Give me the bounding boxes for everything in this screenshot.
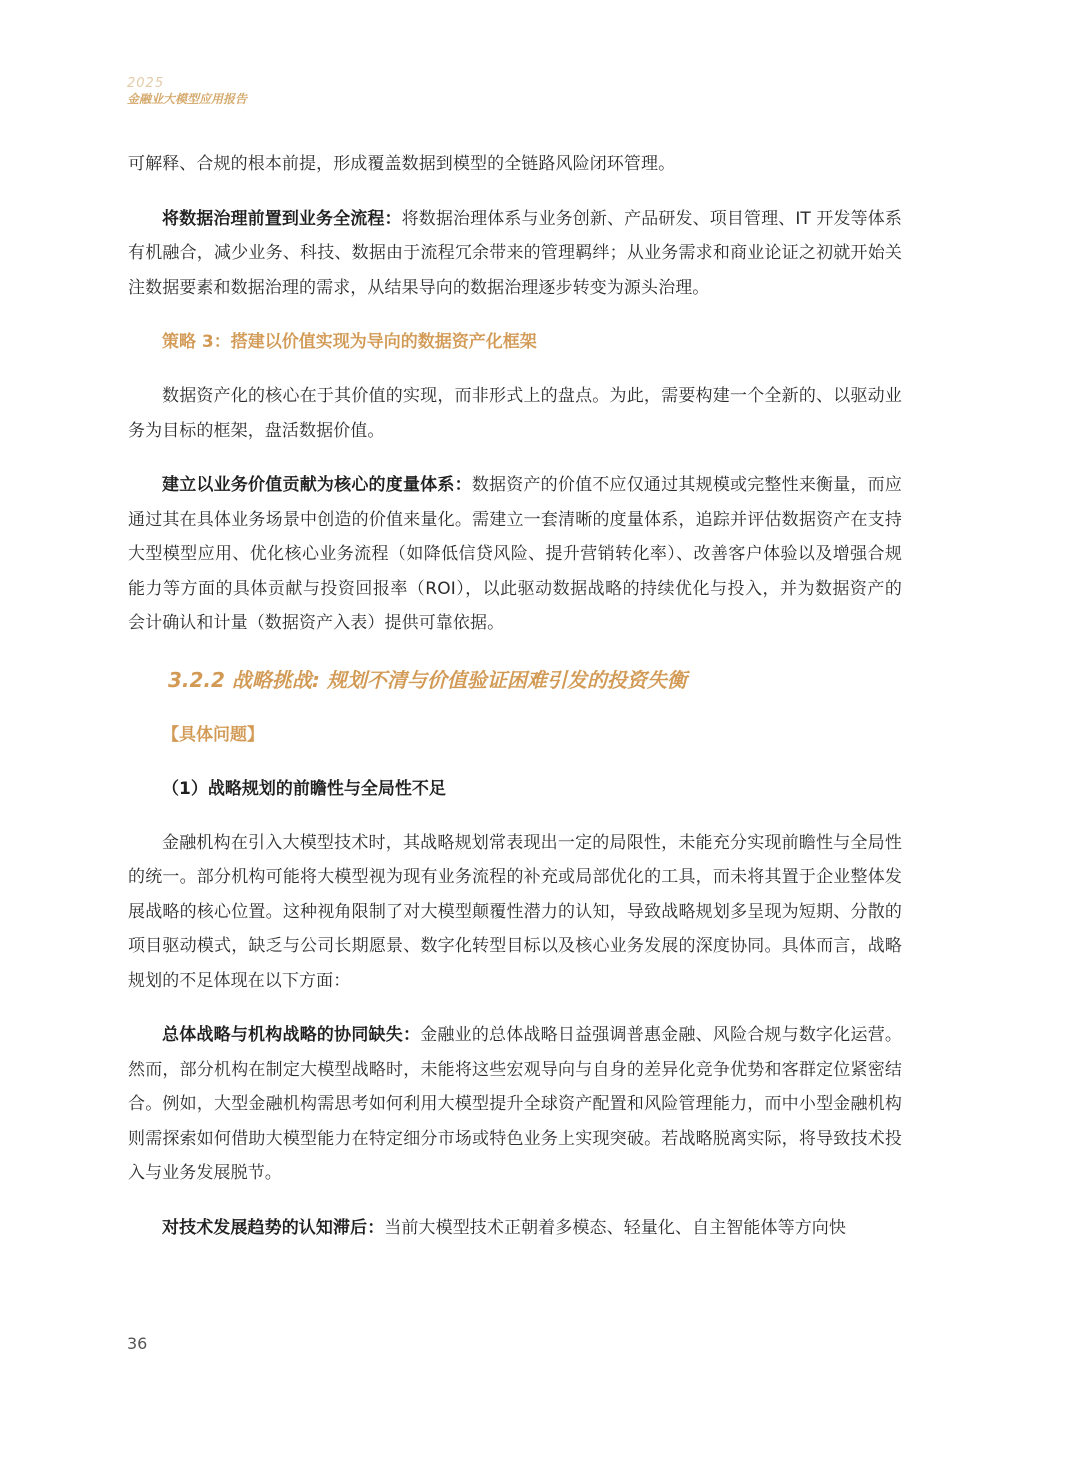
section-heading: 3.2.2 战略挑战: 规划不清与价值验证困难引发的投资失衡 xyxy=(168,667,687,692)
paragraph-7-text: 当前大模型技术正朝着多模态、轻量化、自主智能体等方向快 xyxy=(384,1217,847,1238)
paragraph-4-text: 数据资产的价值不应仅通过其规模或完整性来衡量，而应通过其在具体业务场景中创造的价值来量化。需建立一套清晰的度量体系，追踪并评估数据资产在支持大型模型应用、优化核心业务流程（如降低信贷风险、提升营销转化率）、改善客户体验以及增强合规能力等方面的具体贡献与投资回报率（ROI），以此驱动数据战略的持续优化与投入，并为数据资产的会计确认和计量（数据资产入表）提供可靠依据。 xyxy=(128,475,902,633)
subheading-1: （1）战略规划的前瞻性与全局性不足 xyxy=(162,778,446,799)
paragraph-2-lead: 将数据治理前置到业务全流程： xyxy=(162,208,402,229)
paragraph-2-text: 将数据治理体系与业务创新、产品研发、项目管理、IT 开发等体系有机融合，减少业务、科技、数据由于流程冗余带来的管理羁绊；从业务需求和商业论证之初就开始关注数据要素和数据治理的需求，从结果导向的数据治理逐步转变为源头治理。 xyxy=(128,208,902,298)
report-header xyxy=(127,76,247,107)
header-year: 2025 xyxy=(127,76,165,91)
paragraph-4-lead: 建立以业务价值贡献为核心的度量体系： xyxy=(162,475,472,495)
paragraph-7-lead: 对技术发展趋势的认知滞后： xyxy=(162,1217,385,1238)
paragraph-6-lead: 总体战略与机构战略的协同缺失： xyxy=(162,1025,421,1045)
strategy-3-heading: 策略 3：搭建以价值实现为导向的数据资产化框架 xyxy=(162,332,537,352)
paragraph-2 xyxy=(128,202,902,306)
paragraph-4 xyxy=(128,468,902,641)
paragraph-6 xyxy=(128,1018,902,1191)
paragraph-7 xyxy=(128,1211,902,1246)
page-body xyxy=(128,147,902,1245)
paragraph-3: 数据资产化的核心在于其价值的实现，而非形式上的盘点。为此，需要构建一个全新的、以驱动业务为目标的框架，盘活数据价值。 xyxy=(128,386,902,441)
paragraph-6-text: 金融业的总体战略日益强调普惠金融、风险合规与数字化运营。然而，部分机构在制定大模型战略时，未能将这些宏观导向与自身的差异化竞争优势和客群定位紧密结合。例如，大型金融机构需思考如何利用大模型提升全球资产配置和风险管理能力，而中小型金融机构则需探索如何借助大模型能力在特定细分市场或特色业务上实现突破。若战略脱离实际，将导致技术投入与业务发展脱节。 xyxy=(128,1025,902,1183)
paragraph-1: 可解释、合规的根本前提，形成覆盖数据到模型的全链路风险闭环管理。 xyxy=(128,154,676,174)
header-title: 金融业大模型应用报告 xyxy=(127,92,248,106)
bracket-heading: 【具体问题】 xyxy=(162,724,264,745)
paragraph-5: 金融机构在引入大模型技术时，其战略规划常表现出一定的局限性，未能充分实现前瞻性与全局性的统一。部分机构可能将大模型视为现有业务流程的补充或局部优化的工具，而未将其置于企业整体发展战略的核心位置。这种视角限制了对大模型颠覆性潜力的认知，导致战略规划多呈现为短期、分散的项目驱动模式，缺乏与公司长期愿景、数字化转型目标以及核心业务发展的深度协同。具体而言，战略规划的不足体现在以下方面： xyxy=(128,832,902,991)
page-number: 36 xyxy=(127,1334,148,1353)
